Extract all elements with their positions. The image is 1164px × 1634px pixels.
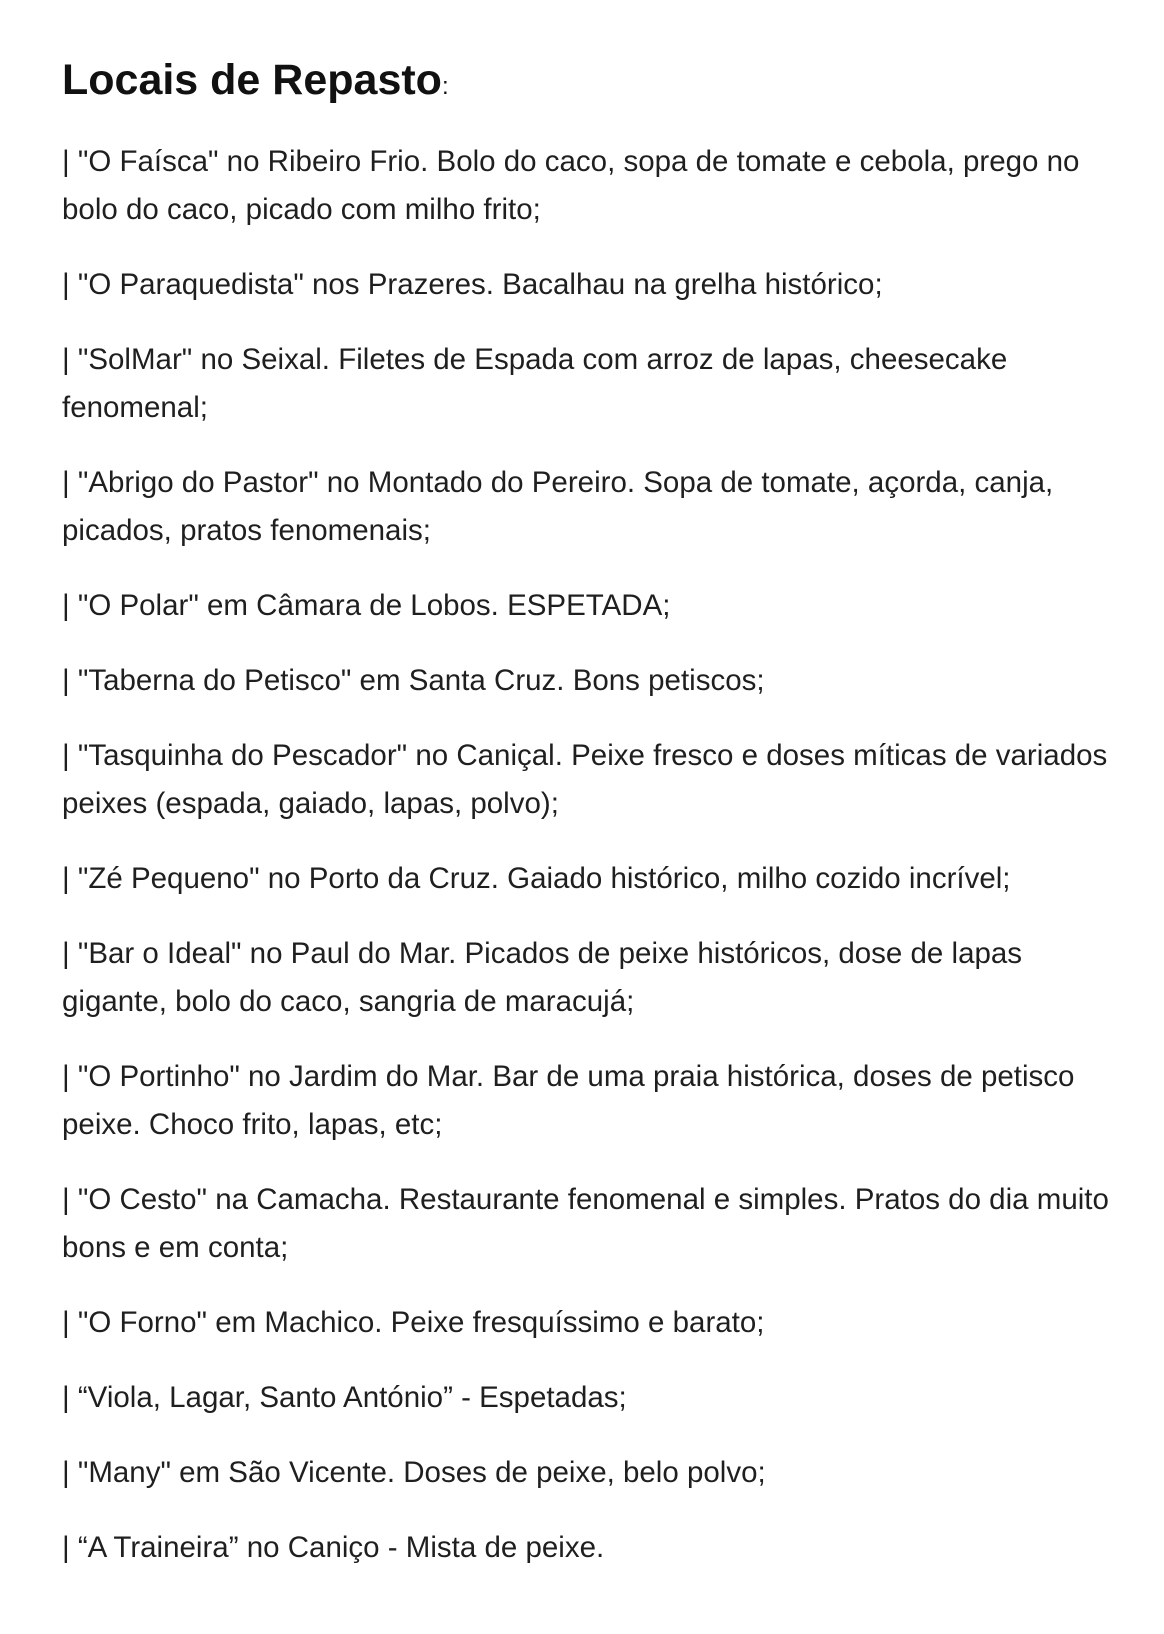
restaurant-entry-bar-o-ideal: | "Bar o Ideal" no Paul do Mar. Picados de peixe históricos, dose de lapas gigante, bolo do caco, sangria de maracujá;: [62, 937, 1023, 1018]
restaurant-entry-forno: | "O Forno" em Machico. Peixe fresquíssimo e barato;: [62, 1306, 765, 1339]
restaurant-entry-faisca: | "O Faísca" no Ribeiro Frio. Bolo do caco, sopa de tomate e cebola, prego no bolo do caco, picado com milho frito;: [62, 145, 1080, 226]
restaurant-entry-polar: | "O Polar" em Câmara de Lobos. ESPETADA;: [62, 589, 671, 622]
restaurant-entry-cesto: | "O Cesto" na Camacha. Restaurante fenomenal e simples. Pratos do dia muito bons e em conta;: [62, 1183, 1109, 1264]
page-title: Locais de Repasto: [62, 56, 442, 104]
restaurant-entry-paraquedista: | "O Paraquedista" nos Prazeres. Bacalhau na grelha histórico;: [62, 268, 883, 301]
restaurant-entry-many: | "Many" em São Vicente. Doses de peixe, belo polvo;: [62, 1456, 766, 1489]
restaurant-entry-portinho: | "O Portinho" no Jardim do Mar. Bar de uma praia histórica, doses de petisco peixe. Choco frito, lapas, etc;: [62, 1060, 1075, 1141]
restaurant-entry-viola-lagar-santo-antonio: | “Viola, Lagar, Santo António” - Espetadas;: [62, 1381, 627, 1414]
title-colon: :: [441, 73, 449, 100]
document-page: [62, 48, 1122, 1599]
restaurant-entry-ze-pequeno: | "Zé Pequeno" no Porto da Cruz. Gaiado histórico, milho cozido incrível;: [62, 862, 1011, 895]
restaurant-entry-traineira: | “A Traineira” no Caniço - Mista de peixe.: [62, 1531, 605, 1564]
restaurant-list: [62, 138, 1122, 1572]
restaurant-entry-solmar: | "SolMar" no Seixal. Filetes de Espada com arroz de lapas, cheesecake fenomenal;: [62, 343, 1008, 424]
restaurant-entry-tasquinha-do-pescador: | "Tasquinha do Pescador" no Caniçal. Peixe fresco e doses míticas de variados peixes (espada, gaiado, lapas, polvo);: [62, 739, 1108, 820]
restaurant-entry-abrigo-do-pastor: | "Abrigo do Pastor" no Montado do Pereiro. Sopa de tomate, açorda, canja, picados, pratos fenomenais;: [62, 466, 1054, 547]
restaurant-entry-taberna-do-petisco: | "Taberna do Petisco" em Santa Cruz. Bons petiscos;: [62, 664, 765, 697]
title-line: [62, 48, 1122, 112]
